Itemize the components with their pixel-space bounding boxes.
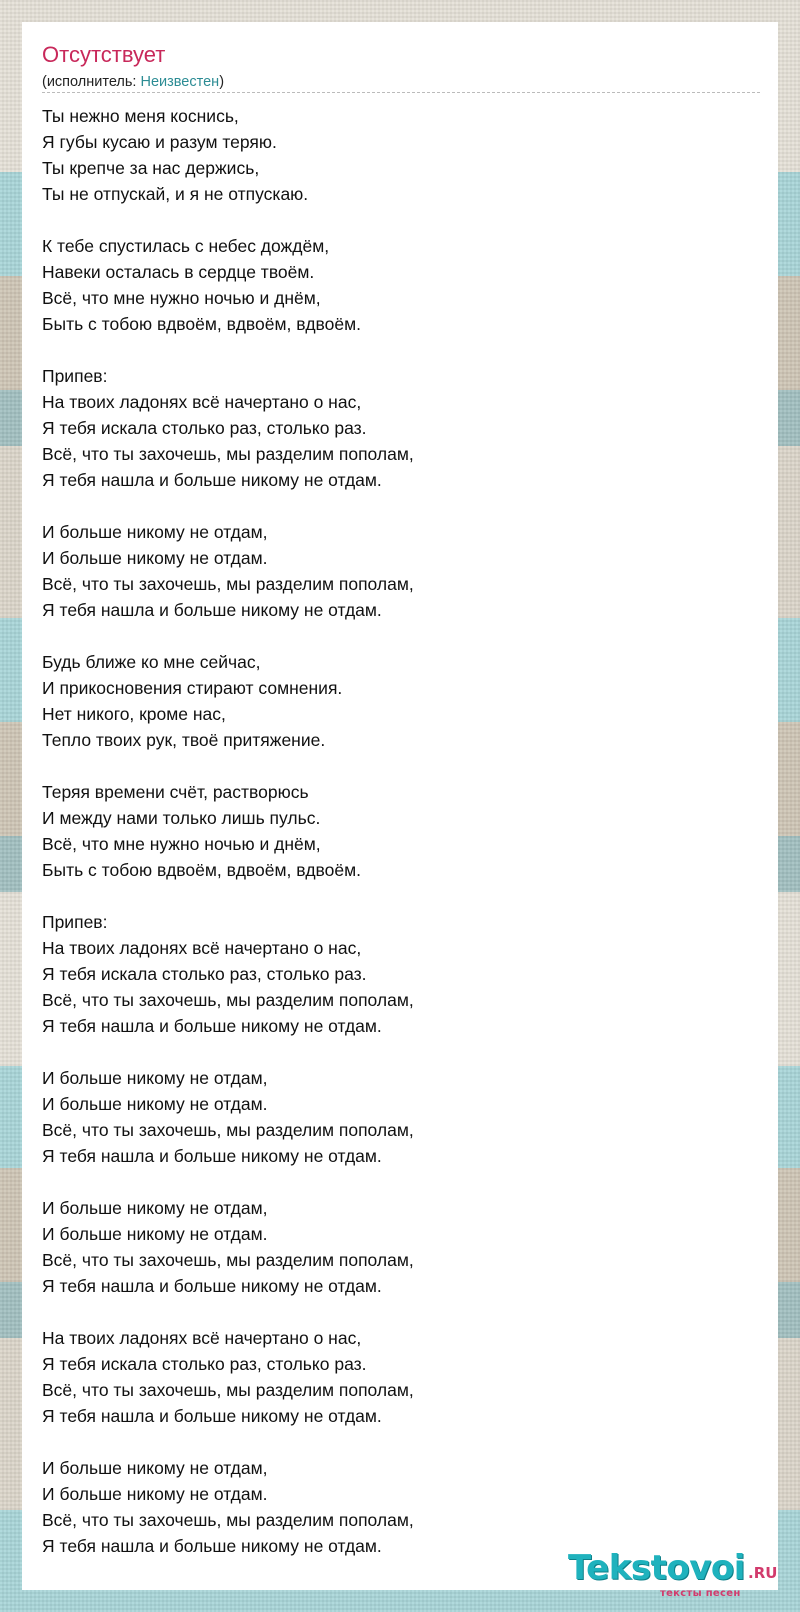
lyrics-line: Всё, что ты захочешь, мы разделим пополам, <box>42 574 414 594</box>
lyrics-stanza <box>42 519 762 623</box>
lyrics-line: Теряя времени счёт, растворюсь <box>42 782 309 802</box>
lyrics-line: Я тебя нашла и больше никому не отдам. <box>42 600 382 620</box>
logo-wordmark: Tekstovoi <box>568 1548 745 1588</box>
lyrics-line: И больше никому не отдам. <box>42 548 268 568</box>
lyrics-line: И больше никому не отдам. <box>42 1094 268 1114</box>
lyrics-stanza <box>42 363 762 493</box>
logo-tagline: тексты песен <box>660 1588 741 1599</box>
lyrics-line: Всё, что ты захочешь, мы разделим пополам, <box>42 1380 414 1400</box>
lyrics-line: Припев: <box>42 912 108 932</box>
lyrics-stanza <box>42 909 762 1039</box>
lyrics-line: Я тебя нашла и больше никому не отдам. <box>42 1276 382 1296</box>
lyrics-line: Я тебя искала столько раз, столько раз. <box>42 418 367 438</box>
logo-tld: .RU <box>748 1564 778 1582</box>
song-title: Отсутствует <box>42 42 166 67</box>
lyrics-line: Я тебя искала столько раз, столько раз. <box>42 964 367 984</box>
lyrics-line: И больше никому не отдам, <box>42 1068 268 1088</box>
lyrics-line: К тебе спустилась с небес дождём, <box>42 236 330 256</box>
lyrics-stanza <box>42 233 762 337</box>
lyrics-line: На твоих ладонях всё начертано о нас, <box>42 1328 362 1348</box>
lyrics-line: На твоих ладонях всё начертано о нас, <box>42 392 362 412</box>
lyrics-stanza <box>42 103 762 207</box>
lyrics-line: Всё, что ты захочешь, мы разделим пополам, <box>42 444 414 464</box>
artist-line <box>42 73 224 91</box>
lyrics-line: На твоих ладонях всё начертано о нас, <box>42 938 362 958</box>
lyrics-line: Ты не отпускай, и я не отпускаю. <box>42 184 309 204</box>
lyrics-line: И между нами только лишь пульс. <box>42 808 321 828</box>
lyrics-stanza <box>42 1065 762 1169</box>
lyrics-line: Ты крепче за нас держись, <box>42 158 260 178</box>
lyrics-stanza <box>42 649 762 753</box>
lyrics-line: Я губы кусаю и разум теряю. <box>42 132 277 152</box>
lyrics-line: Будь ближе ко мне сейчас, <box>42 652 261 672</box>
lyrics-line: Я тебя искала столько раз, столько раз. <box>42 1354 367 1374</box>
lyrics-line: Ты нежно меня коснись, <box>42 106 239 126</box>
lyrics-line: Тепло твоих рук, твоё притяжение. <box>42 730 326 750</box>
lyrics-line: Я тебя нашла и больше никому не отдам. <box>42 470 382 490</box>
lyrics-line: Навеки осталась в сердце твоём. <box>42 262 315 282</box>
lyrics-line: И больше никому не отдам. <box>42 1484 268 1504</box>
lyrics-line: И прикосновения стирают сомнения. <box>42 678 343 698</box>
lyrics-line: И больше никому не отдам, <box>42 1198 268 1218</box>
lyrics-line: Быть с тобою вдвоём, вдвоём, вдвоём. <box>42 314 361 334</box>
lyrics-line: И больше никому не отдам. <box>42 1224 268 1244</box>
lyrics-line: Нет никого, кроме нас, <box>42 704 226 724</box>
lyrics-line: Припев: <box>42 366 108 386</box>
lyrics-line: Я тебя нашла и больше никому не отдам. <box>42 1536 382 1556</box>
lyrics-stanza <box>42 1455 762 1559</box>
lyrics-stanza <box>42 1195 762 1299</box>
site-logo[interactable] <box>568 1548 778 1604</box>
lyrics-line: Всё, что ты захочешь, мы разделим пополам, <box>42 1250 414 1270</box>
lyrics-line: Всё, что мне нужно ночью и днём, <box>42 834 321 854</box>
lyrics-line: Быть с тобою вдвоём, вдвоём, вдвоём. <box>42 860 361 880</box>
lyrics-card <box>22 22 778 1590</box>
lyrics-line: Я тебя нашла и больше никому не отдам. <box>42 1146 382 1166</box>
lyrics-stanza <box>42 779 762 883</box>
lyrics-line: Всё, что ты захочешь, мы разделим пополам, <box>42 1120 414 1140</box>
lyrics-line: Я тебя нашла и больше никому не отдам. <box>42 1406 382 1426</box>
lyrics-text <box>42 103 762 1585</box>
artist-suffix: ) <box>219 74 225 90</box>
lyrics-line: Всё, что ты захочешь, мы разделим пополам, <box>42 1510 414 1530</box>
lyrics-line: Всё, что ты захочешь, мы разделим пополам, <box>42 990 414 1010</box>
lyrics-line: Всё, что мне нужно ночью и днём, <box>42 288 321 308</box>
lyrics-stanza <box>42 1325 762 1429</box>
title-divider <box>42 92 760 93</box>
lyrics-line: И больше никому не отдам, <box>42 1458 268 1478</box>
artist-prefix: (исполнитель: <box>42 74 141 90</box>
lyrics-line: И больше никому не отдам, <box>42 522 268 542</box>
lyrics-line: Я тебя нашла и больше никому не отдам. <box>42 1016 382 1036</box>
artist-link[interactable]: Неизвестен <box>140 74 220 90</box>
